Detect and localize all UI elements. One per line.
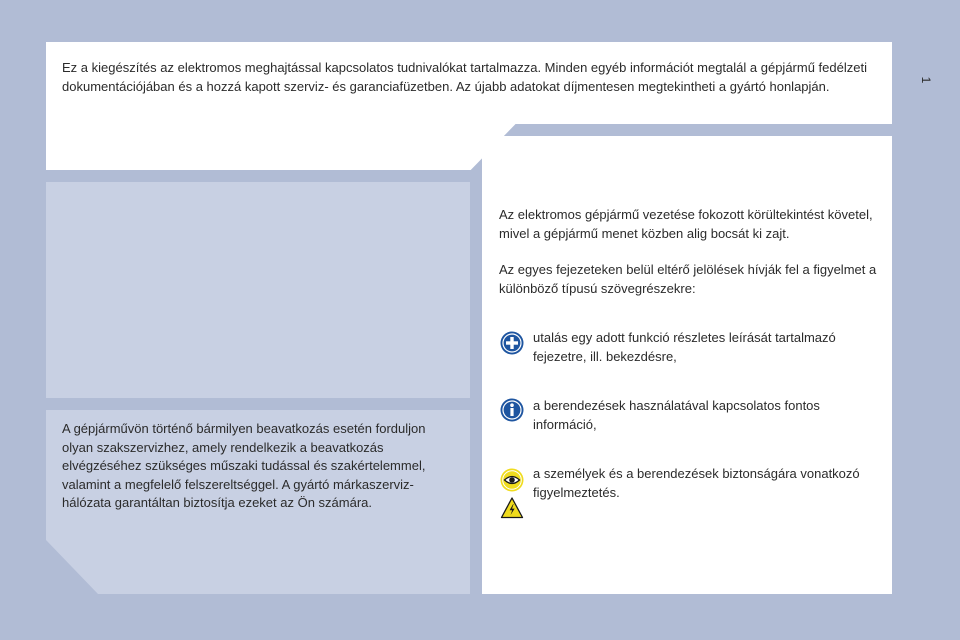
intro-paragraph-2: Az egyes fejezeteken belül eltérő jelölések hívják fel a figyelmet a különböző típusú szövegrészekre:: [499, 262, 877, 296]
service-text: A gépjárművön történő bármilyen beavatkozás esetén forduljon olyan szakszervizhez, amely rendelkezik a beavatkozás elvégzéséhez szükséges műszaki tudással és szakértelemmel, valamint a megfelelő felszereltséggel. A gyártó márkaszerviz-hálózata garantáltan biztosítja ezeket az Ön számára.: [62, 421, 426, 510]
intro-text: Ez a kiegészítés az elektromos meghajtással kapcsolatos tudnivalókat tartalmazza. Minden egyéb információt megtalál a gépjármű fedélzeti dokumentációjában és a hozzá kapott szerviz- és garanciafüzetben. Az újabb adatokat díjmentesen megtekintheti a gyártó honlapján.: [62, 60, 867, 94]
info-icon: [500, 398, 524, 422]
eye-warning-icon: [500, 468, 524, 492]
legend-text-info: a berendezések használatával kapcsolatos fontos információ,: [533, 398, 820, 432]
image-placeholder-panel: [46, 182, 470, 398]
plus-icon: [500, 331, 524, 355]
high-voltage-warning-icon: [500, 496, 524, 520]
intro-paragraph-1: Az elektromos gépjármű vezetése fokozott körültekintést követel, mivel a gépjármű menet közben alig bocsát ki zajt.: [499, 207, 873, 241]
page-number: 1: [919, 76, 933, 84]
legend-text-plus: utalás egy adott funkció részletes leírását tartalmazó fejezetre, ill. bekezdésre,: [533, 330, 836, 364]
legend-text-warning: a személyek és a berendezések biztonságára vonatkozó figyelmeztetés.: [533, 466, 860, 500]
